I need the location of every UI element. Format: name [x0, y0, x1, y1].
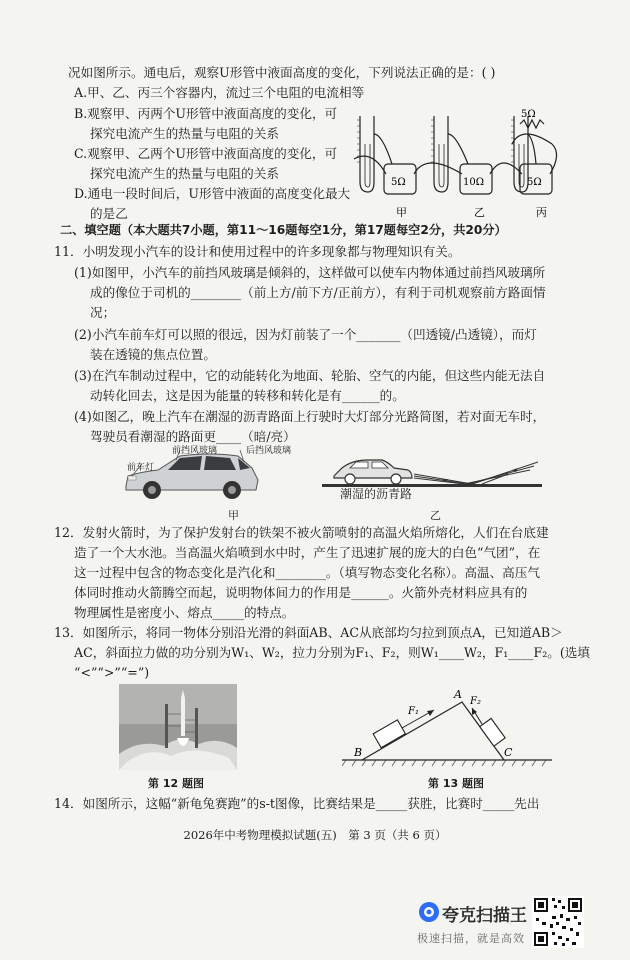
- q10-option-b: B.观察甲、丙两个U形管中液面高度的变化，可: [74, 106, 338, 121]
- q10-r1-label: 5Ω: [391, 177, 406, 188]
- q12-line-4: 体同时推动火箭腾空而起，说明物体间力的作用是______。火箭外壳材料应具有的: [74, 585, 528, 600]
- q11-part3-a: (3)在汽车制动过程中，它的动能转化为地面、轮胎、空气的内能，但这些内能无法自: [74, 368, 546, 383]
- section-2-title: 二、填空题（本大题共7小题，第11～16题每空1分，第17题每空2分，共20分）: [60, 223, 507, 237]
- q13-label-b: B: [354, 746, 363, 759]
- q10-label-bing: 丙: [536, 206, 547, 219]
- q13-figure-caption: 第 13 题图: [428, 777, 484, 790]
- q10-option-b-cont: 探究电流产生的热量与电阻的关系: [90, 126, 279, 141]
- q10-option-c-cont: 探究电流产生的热量与电阻的关系: [90, 166, 279, 181]
- q10-r2-label: 10Ω: [463, 177, 485, 188]
- q13-label-c: C: [504, 746, 513, 759]
- q11-part4-a: (4)如图乙，晚上汽车在潮湿的沥青路面上行驶时大灯部分光路简图，若对面无车时，: [74, 409, 546, 424]
- q13-label-f2: F₂: [470, 696, 481, 707]
- quark-logo-icon: [418, 901, 440, 923]
- q12-figure-caption: 第 12 题图: [148, 777, 204, 790]
- q11-part4-b: 驾驶员看潮湿的路面更____（暗/亮）: [90, 429, 296, 444]
- q10-r3-label: 5Ω: [527, 177, 542, 188]
- q10-stem-tail: 况如图所示。通电后，观察U形管中液面高度的变化，下列说法正确的是：( ): [68, 65, 496, 80]
- q11-part2-b: 装在透镜的焦点位置。: [90, 347, 216, 362]
- q11-label-rear-windshield: 后挡风玻璃: [246, 446, 292, 456]
- page-footer: 2026年中考物理模拟试题(五) 第 3 页（共 6 页）: [183, 828, 447, 842]
- q13-line-2: AC，斜面拉力做的功分别为W₁、W₂，拉力分别为F₁、F₂，则W₁____W₂，F₁____F₂。(选填: [74, 645, 590, 660]
- scanner-app-subtitle: 极速扫描，就是高效: [417, 932, 525, 945]
- q11-label-windshield: 前挡风玻璃: [172, 446, 218, 456]
- q11-stem: 11．小明发现小汽车的设计和使用过程中的许多现象都与物理知识有关。: [54, 244, 461, 259]
- q11-fig-b-caption: 乙: [430, 509, 441, 522]
- q10-label-yi: 乙: [474, 206, 485, 219]
- q13-line-3: “<”“>”“=”): [74, 665, 150, 680]
- q11-part1-c: 况；: [90, 305, 116, 320]
- q13-label-a: A: [454, 688, 462, 701]
- q10-circuit-figure: [352, 104, 564, 222]
- q11-label-road: 潮湿的沥青路: [340, 487, 413, 501]
- q12-line-2: 造了一个大水池。当高温火焰喷到水中时，产生了迅速扩展的庞大的白色“气团”，在: [74, 545, 541, 560]
- q11-fig-a-caption: 甲: [228, 509, 239, 522]
- qr-code-icon: [532, 896, 584, 948]
- q14-line-1: 14．如图所示，这幅“新龟兔赛跑”的s-t图像，比赛结果是_____获胜，比赛时_____先出: [54, 796, 540, 811]
- q13-line-1: 13．如图所示，将同一物体分别沿光滑的斜面AB、AC从底部均匀拉到顶点A，已知道AB＞: [54, 625, 563, 640]
- q13-label-f1: F₁: [408, 706, 419, 717]
- q10-option-d-cont: 的是乙: [90, 206, 128, 221]
- q10-option-c: C.观察甲、乙两个U形管中液面高度的变化，可: [74, 146, 338, 161]
- q11-part1-b: 成的像位于司机的________（前上方/前下方/正前方），有利于司机观察前方路面情: [90, 285, 546, 300]
- q12-rocket-photo: [119, 684, 237, 770]
- q11-part3-b: 动转化回去，这是因为能量的转移和转化是有______的。: [90, 388, 405, 403]
- q11-part2-a: (2)小汽车前车灯可以照的很远，因为灯前装了一个_______（凹透镜/凸透镜），而灯: [74, 327, 537, 342]
- q12-line-5: 物理属性是密度小、熔点_____的特点。: [74, 605, 295, 620]
- q12-line-3: 这一过程中包含的物态变化是汽化和________。（填写物态变化名称）。高温、高压气: [74, 565, 540, 580]
- q10-label-jia: 甲: [396, 206, 407, 219]
- q13-incline-figure: [342, 688, 552, 772]
- q10-option-d: D.通电一段时间后，U形管中液面的高度变化最大: [74, 186, 351, 201]
- q10-r-top-label: 5Ω: [521, 109, 536, 120]
- q11-label-headlight: 前车灯: [127, 463, 155, 473]
- q11-part1-a: (1)如图甲，小汽车的前挡风玻璃是倾斜的，这样做可以使车内物体通过前挡风玻璃所: [74, 265, 546, 280]
- scanner-app-title: 夸克扫描王: [442, 906, 527, 926]
- q12-line-1: 12．发射火箭时，为了保护发射台的铁架不被火箭喷射的高温火焰所熔化，人们在台底建: [54, 525, 549, 540]
- q10-option-a: A.甲、乙、丙三个容器内，流过三个电阻的电流相等: [74, 85, 365, 100]
